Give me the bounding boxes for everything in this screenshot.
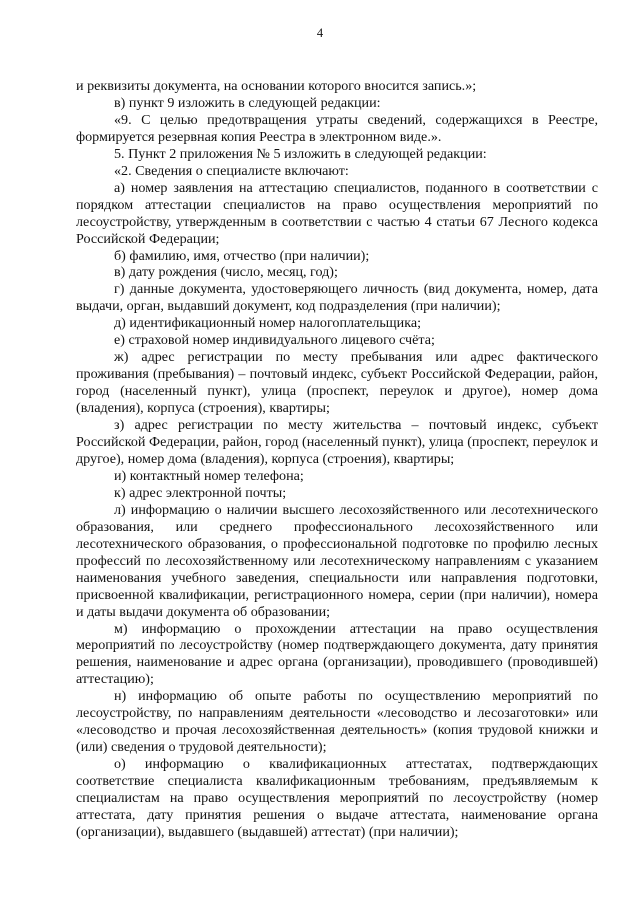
paragraph-subitem-n: н) информацию об опыте работы по осуществлению мероприятий по лесоустройству, по направлениям деятельности «лесоводство и лесозаготовки» или «лесоводство и прочая лесохозяйственная деятельность» (копия трудовой книжки и (или) сведения о трудовой деятельности); <box>76 688 598 756</box>
paragraph-subitem-e: е) страховой номер индивидуального лицевого счёта; <box>114 332 435 349</box>
paragraph-point-5: 5. Пункт 2 приложения № 5 изложить в следующей редакции: <box>114 145 487 162</box>
paragraph-subitem-z: з) адрес регистрации по месту жительства – почтовый индекс, субъект Российской Федерации, район, город (населенный пункт), улица (проспект, переулок и другое), номер дома (владения), корпуса (строения), квартиры; <box>76 417 598 467</box>
paragraph-subitem-zh: ж) адрес регистрации по месту пребывания или адрес фактического проживания (пребывания) – почтовый индекс, субъект Российской Федерации, район, город (населенный пункт), улица (проспект, переулок и другое), номер дома (владения), корпуса (строения), квартиры; <box>76 349 598 417</box>
paragraph-subitem-b: б) фамилию, имя, отчество (при наличии); <box>114 247 370 264</box>
paragraph-subitem-a: а) номер заявления на аттестацию специалистов, поданного в соответствии с порядком аттестации специалистов на право осуществления мероприятий по лесоустройству, утвержденным в соответствии с частью 4 статьи 67 Лесного кодекса Российской Федерации; <box>76 179 598 247</box>
paragraph-subitem-v: в) дату рождения (число, месяц, год); <box>114 264 338 281</box>
paragraph-subitem-m: м) информацию о прохождении аттестации на право осуществления мероприятий по лесоустройству (номер подтверждающего документа, дату принятия решения, наименование и адрес органа (организации), проводившего (проводившей) аттестацию); <box>76 620 598 688</box>
document-body <box>76 78 598 841</box>
paragraph-point-9: «9. С целью предотвращения утраты сведений, содержащихся в Реестре, формируется резервная копия Реестра в электронном виде.». <box>76 111 598 145</box>
paragraph-continuation: и реквизиты документа, на основании которого вносится запись.»; <box>76 78 477 94</box>
paragraph-subitem-i: и) контактный номер телефона; <box>114 467 304 484</box>
paragraph-subitem-g: г) данные документа, удостоверяющего личность (вид документа, номер, дата выдачи, орган, выдавший документ, код подразделения (при наличии); <box>76 281 598 315</box>
paragraph-point-2-intro: «2. Сведения о специалисте включают: <box>114 162 349 179</box>
paragraph-subitem-d: д) идентификационный номер налогоплательщика; <box>114 315 421 332</box>
page-number: 4 <box>316 26 324 40</box>
paragraph-subitem-l: л) информацию о наличии высшего лесохозяйственного или лесотехнического образования, или среднего профессионального лесохозяйственного или лесотехнического образования, о профессиональной подготовке по профилю лесных профессий по лесохозяйственному или лесотехническому направлениям с указанием наименования учебного заведения, специальности или направления подготовки, присвоенной квалификации, регистрационного номера, серии (при наличии), номера и даты выдачи документа об образовании; <box>76 501 598 620</box>
paragraph-item-v: в) пункт 9 изложить в следующей редакции: <box>114 94 381 111</box>
paragraph-subitem-k: к) адрес электронной почты; <box>114 484 287 501</box>
paragraph-subitem-o: о) информацию о квалификационных аттестатах, подтверждающих соответствие специалиста квалификационным требованиям, предъявляемым к специалистам на право осуществления мероприятий по лесоустройству (номер аттестата, дату принятия решения о выдаче аттестата, наименование органа (организации), выдавшего (выдавшей) аттестат) (при наличии); <box>76 756 598 840</box>
